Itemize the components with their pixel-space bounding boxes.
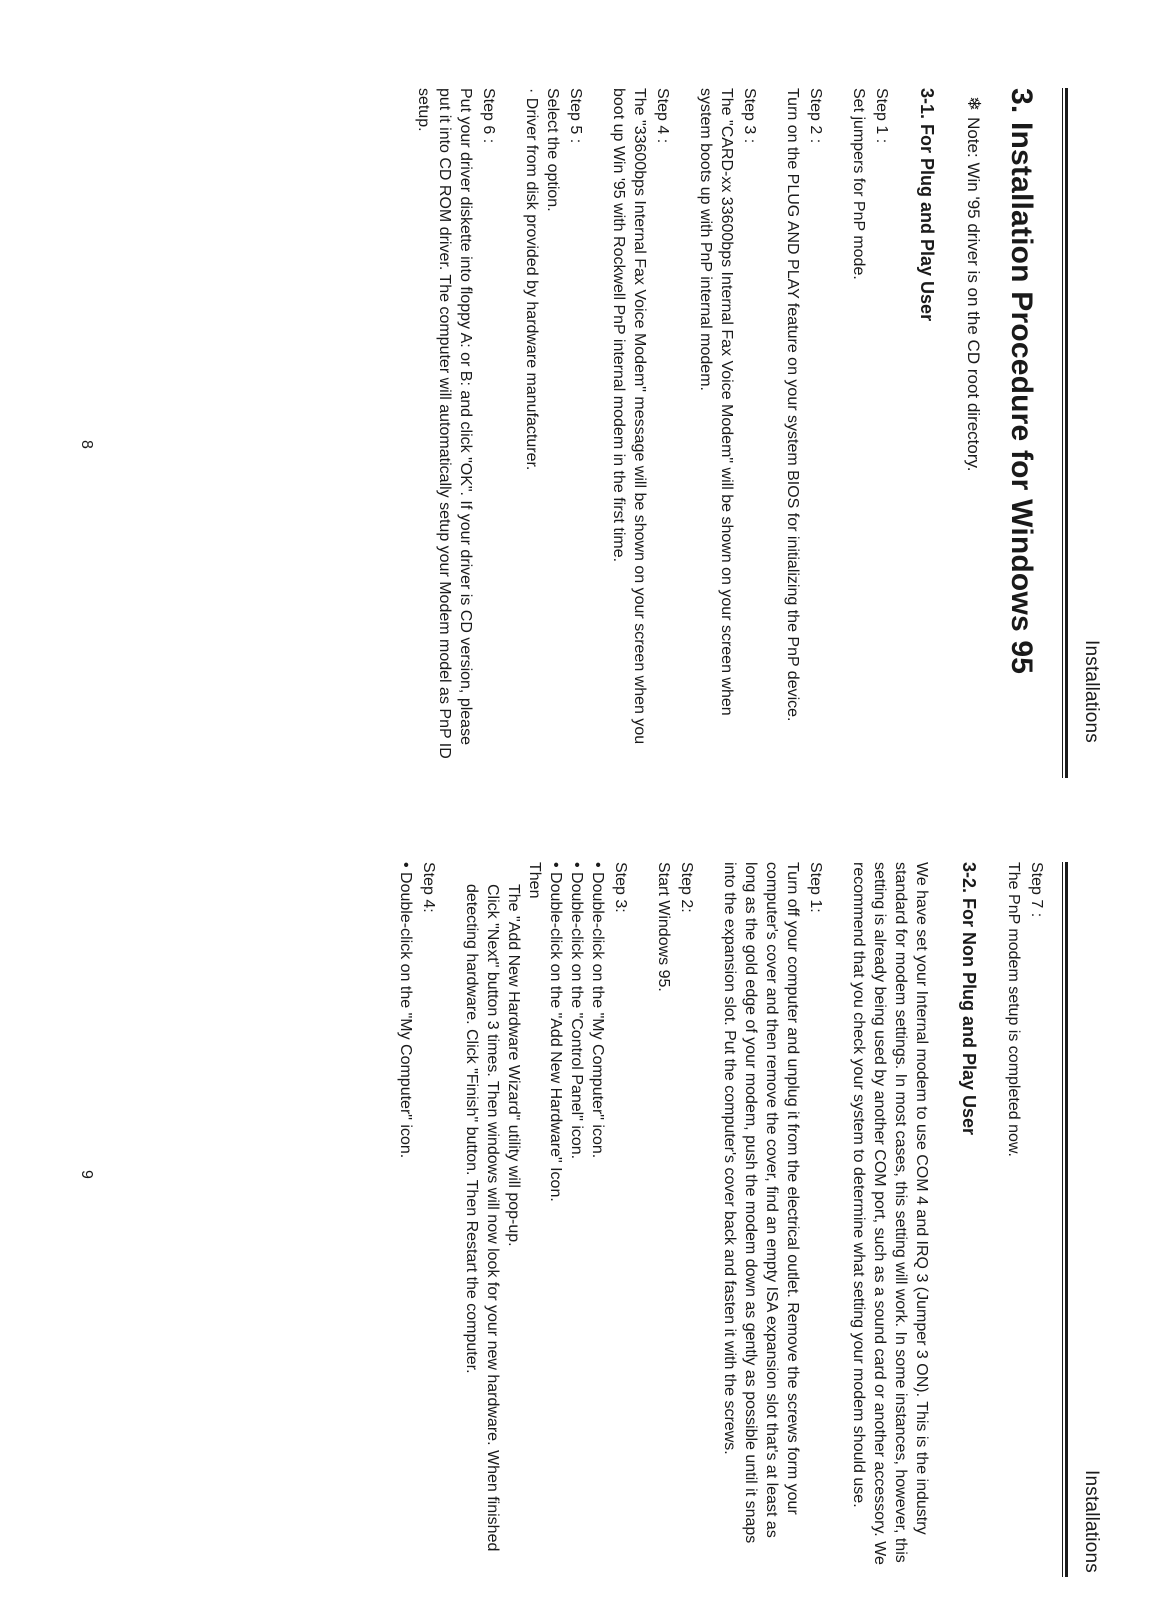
step-title: Step 1 : bbox=[873, 88, 890, 144]
page-8 bbox=[0, 0, 1150, 800]
step-title: Step 2 : bbox=[807, 88, 824, 144]
step-title: Step 5 : bbox=[567, 88, 584, 144]
step-4 bbox=[608, 88, 671, 768]
running-head: Installations bbox=[1081, 1470, 1102, 1573]
step-2 bbox=[782, 88, 824, 768]
header-rule bbox=[1062, 862, 1068, 1577]
step-title: Step 3 : bbox=[741, 88, 758, 144]
step-bullet: · Driver from disk provided by hardware manufacturer. bbox=[523, 88, 540, 471]
non-pnp-step-3 bbox=[461, 862, 629, 1572]
note bbox=[963, 96, 984, 768]
chapter-title: 3. Installation Procedure for Windows 95 bbox=[1005, 88, 1038, 675]
step-title: Step 4: bbox=[420, 862, 437, 913]
step-6 bbox=[413, 88, 497, 768]
step-5 bbox=[521, 88, 584, 768]
page-number: 9 bbox=[78, 1170, 95, 1179]
non-pnp-step-1 bbox=[719, 862, 824, 1572]
step-title: Step 7 : bbox=[1028, 862, 1045, 918]
page-number: 8 bbox=[78, 440, 95, 449]
step-bullet: • Double-click on the "Control Panel" icon. bbox=[568, 862, 585, 1160]
then-label: Then bbox=[526, 862, 543, 899]
step-body: The "CARD-xx 33600bps Internal Fax Voice Modem" will be shown on your screen when system boots up with PnP internal modem. bbox=[697, 88, 735, 716]
note-text: Note: Win '95 driver is on the CD root directory. bbox=[964, 117, 984, 472]
step-body: Select the option. bbox=[544, 88, 561, 212]
header-rule bbox=[1062, 88, 1068, 778]
step-7 bbox=[1003, 862, 1045, 1572]
page-9 bbox=[0, 820, 1150, 1619]
step-1 bbox=[848, 88, 890, 768]
indented-text: Click "Next" button 3 times. Then windows will now look for your new hardware. When finished detecting hardware. Click "Finish" button. Then Restart the computer. bbox=[463, 884, 501, 1552]
non-pnp-step-2 bbox=[653, 862, 695, 1572]
note-icon: ❄ bbox=[964, 96, 984, 112]
section-heading: 3-1. For Plug and Play User bbox=[917, 88, 937, 322]
step-body: The "33600bps Internal Fax Voice Modem" message will be shown on your screen when you boot up Win '95 with Rockwell PnP internal modem in the first time. bbox=[610, 88, 648, 745]
step-bullet: • Double-click on the "My Computer" icon. bbox=[397, 862, 414, 1159]
running-head: Installations bbox=[1081, 640, 1102, 743]
step-bullet: • Double-click on the "Add New Hardware" Icon. bbox=[547, 862, 564, 1202]
step-title: Step 1: bbox=[807, 862, 824, 913]
intro-paragraph: We have set your Internal modem to use COM 4 and IRQ 3 (Jumper 3 ON). This is the industry standard for modem settings. In most cases, this setting will work. In some instances, however, this setting is already being used by another COM port, such as a sound card or another accessory. We recommend that you check your system to determine what setting your modem should use. bbox=[850, 862, 930, 1565]
page-content bbox=[371, 862, 1045, 1572]
step-title: Step 6 : bbox=[480, 88, 497, 144]
step-body: Turn on the PLUG AND PLAY feature on your system BIOS for initializing the PnP device. bbox=[784, 88, 801, 722]
page-content bbox=[389, 88, 1038, 768]
step-body: Put your driver diskette into floppy A: or B: and click "OK". If your driver is CD version, please put it into CD ROM driver. The computer will automatically setup your Modem model as PnP ID setup. bbox=[415, 88, 474, 759]
step-body: Turn off your computer and unplug it from the electrical outlet. Remove the screws form your computer's cover and then remove the cover, find an empty ISA expansion slot that's at least as long as the gold edge of your modem, push the modem down as gently as possible until it snaps into the expansion slot. Put the computer's cover back and fasten it with the screws. bbox=[721, 862, 801, 1544]
indented-text: The "Add New Hardware Wizard" utility will pop-up. bbox=[505, 884, 522, 1247]
non-pnp-step-4 bbox=[395, 862, 437, 1572]
section-heading: 3-2. For Non Plug and Play User bbox=[959, 862, 979, 1136]
step-body: Set jumpers for PnP mode. bbox=[850, 88, 867, 280]
step-body: Start Windows 95. bbox=[655, 862, 672, 992]
step-3 bbox=[695, 88, 758, 768]
step-title: Step 2: bbox=[678, 862, 695, 913]
step-title: Step 3: bbox=[612, 862, 629, 913]
step-body: The PnP modem setup is completed now. bbox=[1005, 862, 1022, 1157]
step-bullet: • Double-click on the "My Computer" icon. bbox=[589, 862, 606, 1159]
step-title: Step 4 : bbox=[654, 88, 671, 144]
